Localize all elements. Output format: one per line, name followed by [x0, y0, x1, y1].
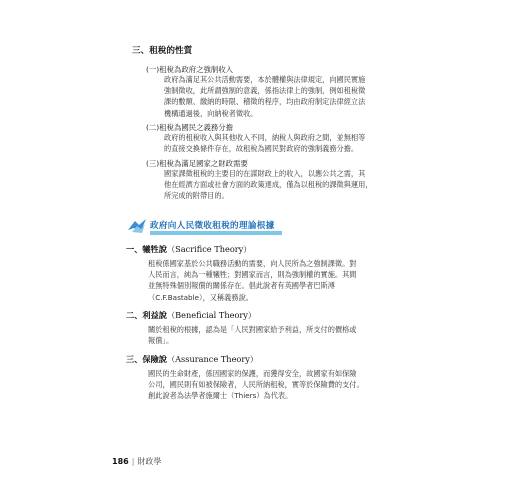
banner-title: 政府向人民徵收租稅的理論根據 [150, 221, 275, 231]
paragraph-line: 機構通過後，向納稅者徵收。 [164, 108, 258, 118]
bookmark-leaf-icon [126, 218, 148, 234]
theory-paragraph-3 [148, 368, 364, 402]
paragraph-line: 課的數額、繳納的時限、稽徵的程序，均由政府制定法律經立法 [164, 97, 366, 107]
paragraph-line: 租稅係國家基於公共職務活動的需要，向人民所為之強制課徵。對 [148, 259, 357, 268]
paragraph-line: 政府的租稅收入與其他收入不同，納稅人與政府之間，並無相等 [164, 133, 366, 142]
theory-heading-cn: 二、利益說 [126, 310, 167, 320]
subsection-label-3: (三)租稅為滿足國家之財政需要 [146, 159, 248, 168]
paragraph-line: 國民的生命財產，係因國家的保護，而獲得安全，故國家有如保險 [148, 369, 357, 378]
subsection-paragraph-1 [164, 74, 365, 119]
page-footer [112, 456, 161, 467]
paragraph-line: 國家課徵租稅的主要目的在謀財政上的收入，以應公共之需，其 [164, 169, 366, 178]
section-heading: 三、租稅的性質 [132, 46, 193, 56]
theory-heading-cn: 一、犧牲說 [126, 244, 167, 254]
paragraph-line: 並無特殊個別報償的關係存在。倡此說者有英國學者巴斯溥 [148, 281, 335, 291]
book-title: 財政學 [137, 457, 162, 466]
paragraph-line: 所完成的附帶目的。 [164, 191, 229, 201]
theory-heading-cn: 三、保險說 [126, 354, 167, 364]
subsection-label-2: (二)租稅為國民之義務分擔 [146, 123, 234, 132]
paragraph-line: 公司，國民則有如被保險者，人民所納租稅，實等於保險費的支付。 [148, 380, 364, 390]
theory-heading-1 [126, 244, 251, 255]
footer-separator: | [131, 457, 135, 466]
paragraph-line: 報償」。 [148, 336, 174, 346]
paragraph-line: （C.F.Bastable），又稱義務說。 [148, 292, 253, 302]
theory-heading-2 [126, 310, 256, 321]
theory-heading-en: （Assurance Theory） [166, 354, 259, 364]
theory-banner [126, 218, 396, 234]
subsection-paragraph-2 [164, 132, 365, 154]
paragraph-line: 創此說者為法學者施爾士（Thiers）為代表。 [148, 391, 293, 401]
theory-heading-en: （Beneficial Theory） [166, 310, 257, 320]
subsection-label-1: (一)租稅為政府之強制收入 [146, 65, 234, 74]
theory-heading-3 [126, 354, 258, 365]
paragraph-line: 他在經濟方面或社會方面的政策達成，僅為以租稅的課徵與運用， [164, 180, 373, 190]
paragraph-line: 強制徵收，此所謂強制的意義，係指法律上的強制，例如租稅徵 [164, 86, 366, 96]
paragraph-line: 關於租稅的根據，認為是「人民對國家給予利益，所支付的價格或 [148, 325, 357, 334]
page-number: 186 [112, 457, 129, 466]
subsection-paragraph-3 [164, 168, 372, 202]
theory-paragraph-2 [148, 324, 356, 346]
paragraph-line: 人民而言，純為一種犧牲；對國家而言，則為強制權的實施。其間 [148, 270, 357, 280]
theory-heading-en: （Sacrifice Theory） [166, 244, 252, 254]
paragraph-line: 的直接交換條件存在，故租稅為國民對政府的強制義務分擔。 [164, 144, 359, 154]
theory-paragraph-1 [148, 258, 356, 303]
banner-underline [150, 231, 282, 235]
paragraph-line: 政府為滿足其公共活動需要，本於體權與法律規定，向國民實施 [164, 75, 366, 84]
